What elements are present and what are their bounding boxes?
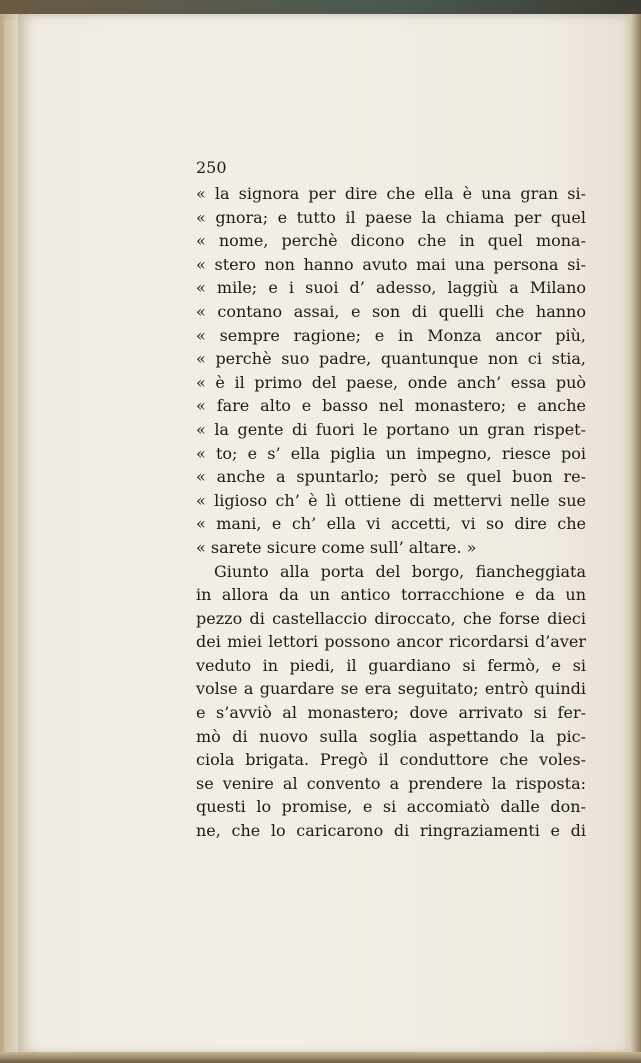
text-line: e s’avviò al monastero; dove arrivato si fer- xyxy=(196,703,586,723)
text-line: veduto in piedi, il guardiano si fermò, e si xyxy=(196,655,586,675)
text-line: « la gente di fuori le portano un gran rispet- xyxy=(196,419,586,439)
text-line: pezzo di castellaccio diroccato, che forse dieci xyxy=(196,608,586,628)
text-line: « contano assai, e son di quelli che hanno xyxy=(196,301,586,321)
text-line: « nome, perchè dicono che in quel mona- xyxy=(196,231,586,251)
page-text xyxy=(196,182,586,843)
book-bottom-edge xyxy=(0,1052,641,1063)
text-line: « ligioso ch’ è lì ottiene di mettervi nelle sue xyxy=(196,490,586,510)
text-line: mò di nuovo sulla soglia aspettando la pic- xyxy=(196,726,586,746)
text-line: dei miei lettori possono ancor ricordarsi d’aver xyxy=(196,632,586,652)
text-line: « stero non hanno avuto mai una persona si- xyxy=(196,254,586,274)
text-line: « gnora; e tutto il paese la chiama per quel xyxy=(196,207,586,227)
text-line: « è il primo del paese, onde anch’ essa può xyxy=(196,372,586,392)
text-line: se venire al convento a prendere la risposta: xyxy=(196,773,586,793)
page-left-edge xyxy=(4,20,18,1060)
text-line: ne, che lo caricarono di ringraziamenti e di xyxy=(196,821,586,841)
text-line: questi lo promise, e si accomiatò dalle don- xyxy=(196,797,586,817)
text-line: « mani, e ch’ ella vi accetti, vi so dire che xyxy=(196,514,586,534)
text-line: « mile; e i suoi d’ adesso, laggiù a Milano xyxy=(196,278,586,298)
text-line: Giunto alla porta del borgo, fiancheggiata xyxy=(214,561,586,581)
book-top-edge xyxy=(0,0,641,14)
text-line: « sempre ragione; e in Monza ancor più, xyxy=(196,325,586,345)
text-line: volse a guardare se era seguitato; entrò quindi xyxy=(196,679,586,699)
text-line: « fare alto e basso nel monastero; e anche xyxy=(196,396,586,416)
text-line: in allora da un antico torracchione e da un xyxy=(196,585,586,605)
text-line: « anche a spuntarlo; però se quel buon re- xyxy=(196,467,586,487)
page-right-edge xyxy=(630,14,641,1063)
text-line: « to; e s’ ella piglia un impegno, riesce poi xyxy=(196,443,586,463)
text-line: « la signora per dire che ella è una gran si- xyxy=(196,184,586,203)
text-line: ciola brigata. Pregò il conduttore che voles- xyxy=(196,750,586,770)
text-line: « perchè suo padre, quantunque non ci stia, xyxy=(196,349,586,369)
page-number: 250 xyxy=(196,158,227,177)
text-line: « sarete sicure come sull’ altare. » xyxy=(196,537,477,557)
